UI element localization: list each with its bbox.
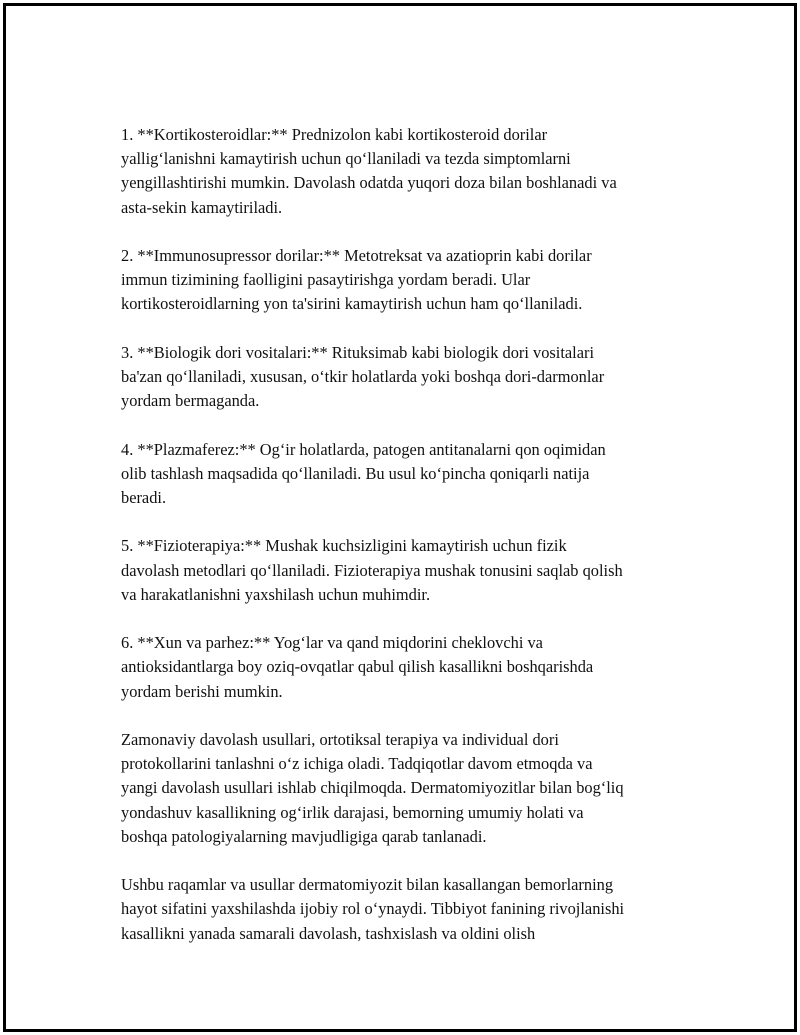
paragraph-zamonaviy: Zamonaviy davolash usullari, ortotiksal terapiya va individual dori protokollarini tanlashni o‘z ichiga oladi. Tadqiqotlar davom etmoqda va yangi davolash usullari ishlab chiqilmoqda. Dermatomiyozitlar bilan bog‘liq yondashuv kasallikning og‘irlik darajasi, bemorning umumiy holati va boshqa patologiyalarning mavjudligiga qarab tanlanadi. [121, 729, 624, 846]
paragraph-plazmaferez: 4. **Plazmaferez:** Og‘ir holatlarda, patogen antitanalarni qon oqimidan olib tashlash maqsadida qo‘llaniladi. Bu usul ko‘pincha qoniqarli natija beradi. [121, 439, 606, 507]
paragraph-ushbu: Ushbu raqamlar va usullar dermatomiyozit bilan kasallangan bemorlarning hayot sifatini yaxshilashda ijobiy rol o‘ynaydi. Tibbiyot fanining rivojlanishi kasallikni yanada samarali davolash, tashxislash va oldini olish [121, 875, 625, 943]
paragraph-immunosupressor: 2. **Immunosupressor dorilar:** Metotreksat va azatioprin kabi dorilar immun tizimining faolligini pasaytirishga yordam beradi. Ular kortikosteroidlarning yon ta'sirini kamaytirish uchun ham qo‘llaniladi. [121, 246, 592, 314]
document-body [121, 123, 711, 970]
paragraph-biologik: 3. **Biologik dori vositalari:** Rituksimab kabi biologik dori vositalari ba'zan qo‘llaniladi, xususan, o‘tkir holatlarda yoki boshqa dori-darmonlar yordam bermaganda. [121, 342, 605, 411]
paragraph-fizioterapiya: 5. **Fizioterapiya:** Mushak kuchsizligini kamaytirish uchun fizik davolash metodlari qo‘llaniladi. Fizioterapiya mushak tonusini saqlab qolish va harakatlanishni yaxshilash uchun muhimdir. [121, 536, 623, 604]
paragraph-kortikosteroidlar: 1. **Kortikosteroidlar:** Prednizolon kabi kortikosteroid dorilar yallig‘lanishni kamaytirish uchun qo‘llaniladi va tezda simptomlarni yengillashtirishi mumkin. Davolash odatda yuqori doza bilan boshlanadi va asta-sekin kamaytiriladi. [121, 125, 617, 217]
paragraph-xun-parhez: 6. **Xun va parhez:** Yog‘lar va qand miqdorini cheklovchi va antioksidantlarga boy oziq-ovqatlar qabul qilish kasallikni boshqarishda yordam berishi mumkin. [121, 633, 594, 701]
page-frame [3, 3, 797, 1032]
